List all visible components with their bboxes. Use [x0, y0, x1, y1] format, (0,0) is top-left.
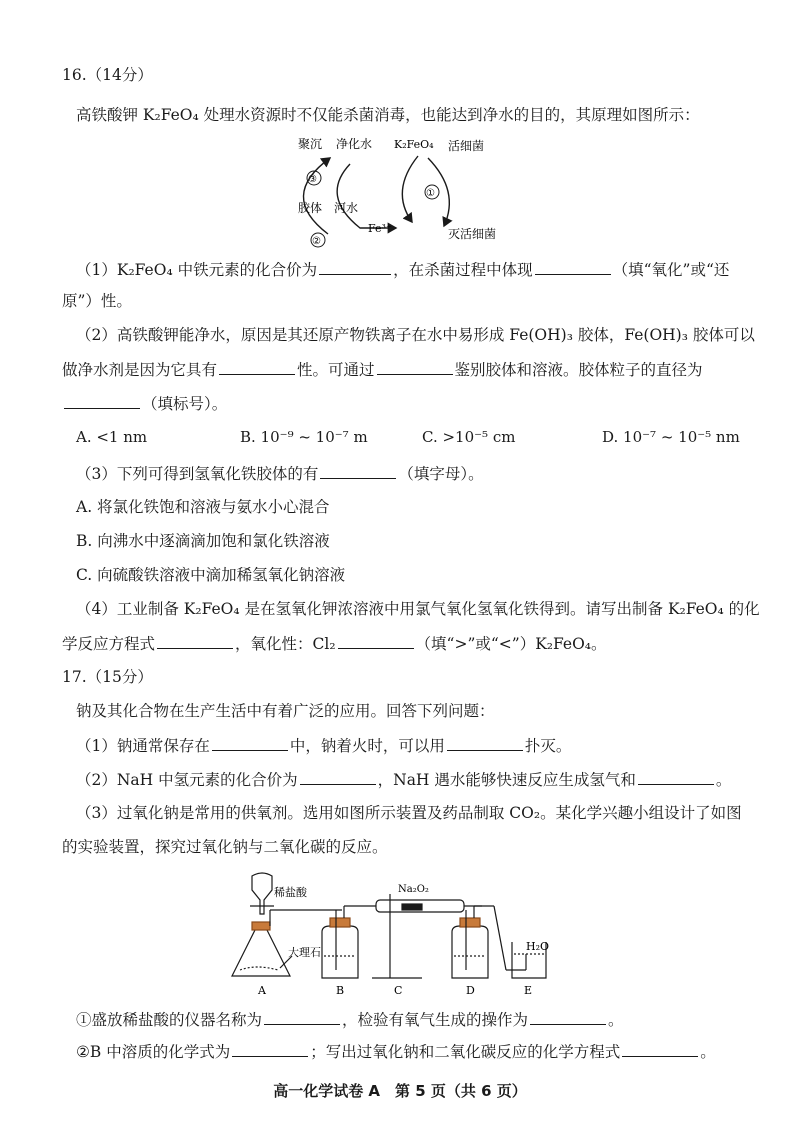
question-16-number: 16.（14分） — [62, 66, 153, 84]
q16-p3-text-b: （填字母）。 — [398, 465, 484, 483]
q16-p3-choice-c: C. 向硫酸铁溶液中滴加稀氢氧化钠溶液 — [76, 566, 346, 584]
q17-p2-text-a: （2）NaH 中氢元素的化合价为 — [76, 771, 298, 789]
q16-part1-line1 — [76, 258, 760, 281]
q16-p4-text-b: 学反应方程式 — [62, 635, 156, 653]
q17-p3-text-b: 的实验装置，探究过氧化钠与二氧化碳的反应。 — [62, 838, 388, 856]
q16-p2-text-c: 性。可通过 — [297, 361, 375, 379]
na2o2-label: Na₂O₂ — [398, 884, 429, 895]
question-17-intro: 钠及其化合物在生产生活中有着广泛的应用。回答下列问题： — [76, 702, 495, 720]
q16-p4-text-c: ，氧化性：Cl₂ — [235, 635, 336, 653]
q16-part2-line3 — [62, 392, 760, 415]
q17-part1-line — [76, 734, 760, 757]
dalishi-label: 大理石 — [288, 946, 321, 959]
q17-p2-text-b: ，NaH 遇水能够快速反应生成氢气和 — [377, 771, 636, 789]
jinghuashui-label: 净化水 — [336, 137, 373, 151]
q16-p3-choice-b: B. 向沸水中逐滴滴加饱和氯化铁溶液 — [76, 532, 330, 550]
fe3-label: Fe³⁺ — [368, 222, 392, 235]
page-footer: 高一化学试卷 A 第 5 页（共 6 页） — [273, 1082, 527, 1100]
miehuoxijun-label: 灭活细菌 — [448, 227, 497, 241]
apparatus-b — [322, 906, 376, 978]
label-c: C — [394, 984, 403, 997]
q17-s2-text-c: 。 — [700, 1043, 716, 1061]
q16-p1-text-d: 原”）性。 — [62, 292, 132, 310]
option-c[interactable]: C. >10⁻⁵ cm — [422, 428, 516, 446]
answer-blank-13[interactable] — [264, 1008, 340, 1025]
q16-p2-text-a: （2）高铁酸钾能净水，原因是其还原产物铁离子在水中易形成 Fe(OH)₃ 胶体，Fe(OH)₃ 胶体可以 — [76, 326, 755, 344]
q16-p4-text-d: （填“>”或“<”）K₂FeO₄。 — [415, 635, 607, 653]
q16-p3-text: （3）下列可得到氢氧化铁胶体的有 — [76, 465, 319, 483]
label-b: B — [336, 984, 345, 997]
q17-s1-text-a: ①盛放稀盐酸的仪器名称为 — [76, 1011, 263, 1029]
q16-p2-text-d: 鉴别胶体和溶液。胶体粒子的直径为 — [454, 361, 703, 379]
answer-blank-3[interactable] — [219, 358, 295, 375]
q17-sub1-line — [76, 1008, 760, 1031]
q16-part2-line2 — [62, 358, 760, 381]
question-17-number: 17.（15分） — [62, 668, 153, 686]
q17-sub2-line — [76, 1040, 760, 1063]
q17-p1-text-a: （1）钠通常保存在 — [76, 737, 210, 755]
option-b[interactable]: B. 10⁻⁹ ~ 10⁻⁷ m — [240, 428, 368, 446]
answer-blank-5[interactable] — [64, 392, 140, 409]
q16-diameter-options — [76, 428, 746, 450]
q16-part4-line2 — [62, 632, 760, 655]
heshui-label: 河水 — [334, 201, 359, 215]
answer-blank-4[interactable] — [377, 358, 453, 375]
step2-label: ② — [312, 236, 321, 247]
q17-p1-text-b: 中，钠着火时，可以用 — [289, 737, 445, 755]
apparatus-diagram — [226, 870, 576, 1000]
q16-p1-text-b: ，在杀菌过程中体现 — [393, 261, 533, 279]
answer-blank-14[interactable] — [530, 1008, 606, 1025]
option-a[interactable]: A. <1 nm — [76, 428, 148, 446]
answer-blank-15[interactable] — [232, 1040, 308, 1057]
step1-label: ① — [426, 188, 435, 199]
xiyansuan-label: 稀盐酸 — [274, 886, 307, 899]
label-e: E — [524, 984, 533, 997]
answer-blank-7[interactable] — [157, 632, 233, 649]
q17-s1-text-b: ，检验有氧气生成的操作为 — [342, 1011, 529, 1029]
answer-blank-2[interactable] — [535, 258, 611, 275]
juchen-label: 聚沉 — [298, 137, 323, 151]
q17-s1-text-c: 。 — [608, 1011, 624, 1029]
answer-blank-12[interactable] — [638, 768, 714, 785]
h2o-label: H₂O — [526, 940, 550, 953]
q17-p1-text-c: 扑灭。 — [524, 737, 572, 755]
q17-part2-line — [76, 768, 760, 791]
label-a: A — [258, 984, 266, 997]
answer-blank-9[interactable] — [212, 734, 288, 751]
water-treatment-diagram — [280, 136, 520, 248]
q16-p4-text-a: （4）工业制备 K₂FeO₄ 是在氢氧化钾浓溶液中用氯气氧化氢氧化铁得到。请写出制备 K₂FeO₄ 的化 — [76, 600, 760, 618]
q16-p2-text-b: 做净水剂是因为它具有 — [62, 361, 218, 379]
q16-p1-text-a: （1）K₂FeO₄ 中铁元素的化合价为 — [76, 261, 318, 279]
answer-blank-1[interactable] — [319, 258, 391, 275]
option-d[interactable]: D. 10⁻⁷ ~ 10⁻⁵ nm — [602, 428, 740, 446]
answer-blank-6[interactable] — [320, 462, 396, 479]
q17-p3-text-a: （3）过氧化钠是常用的供氧剂。选用如图所示装置及药品制取 CO₂。某化学兴趣小组设计了如图 — [76, 804, 742, 822]
q17-p2-text-c: 。 — [715, 771, 732, 789]
label-d: D — [466, 984, 475, 997]
q17-s2-text-b: ；写出过氧化钠和二氧化碳反应的化学方程式 — [310, 1043, 621, 1061]
question-16-intro: 高铁酸钾 K₂FeO₄ 处理水资源时不仅能杀菌消毒，也能达到净水的目的，其原理如图所示： — [76, 106, 700, 124]
k2feo4-label: K₂FeO₄ — [394, 138, 434, 151]
jiaoti-label: 胶体 — [298, 201, 323, 215]
answer-blank-11[interactable] — [300, 768, 376, 785]
q17-s2-text-a: ②B 中溶质的化学式为 — [76, 1043, 231, 1061]
answer-blank-10[interactable] — [447, 734, 523, 751]
apparatus-d — [452, 906, 506, 978]
huoxijun-label: 活细菌 — [448, 139, 485, 153]
answer-blank-8[interactable] — [338, 632, 414, 649]
step3-label: ③ — [308, 174, 317, 185]
q16-p1-text-c: （填“氧化”或“还 — [612, 261, 730, 279]
q16-p2-text-e: （填标号）。 — [142, 395, 228, 413]
answer-blank-16[interactable] — [622, 1040, 698, 1057]
q16-p3-choice-a: A. 将氯化铁饱和溶液与氨水小心混合 — [76, 498, 330, 516]
q16-part3-line — [76, 462, 760, 485]
